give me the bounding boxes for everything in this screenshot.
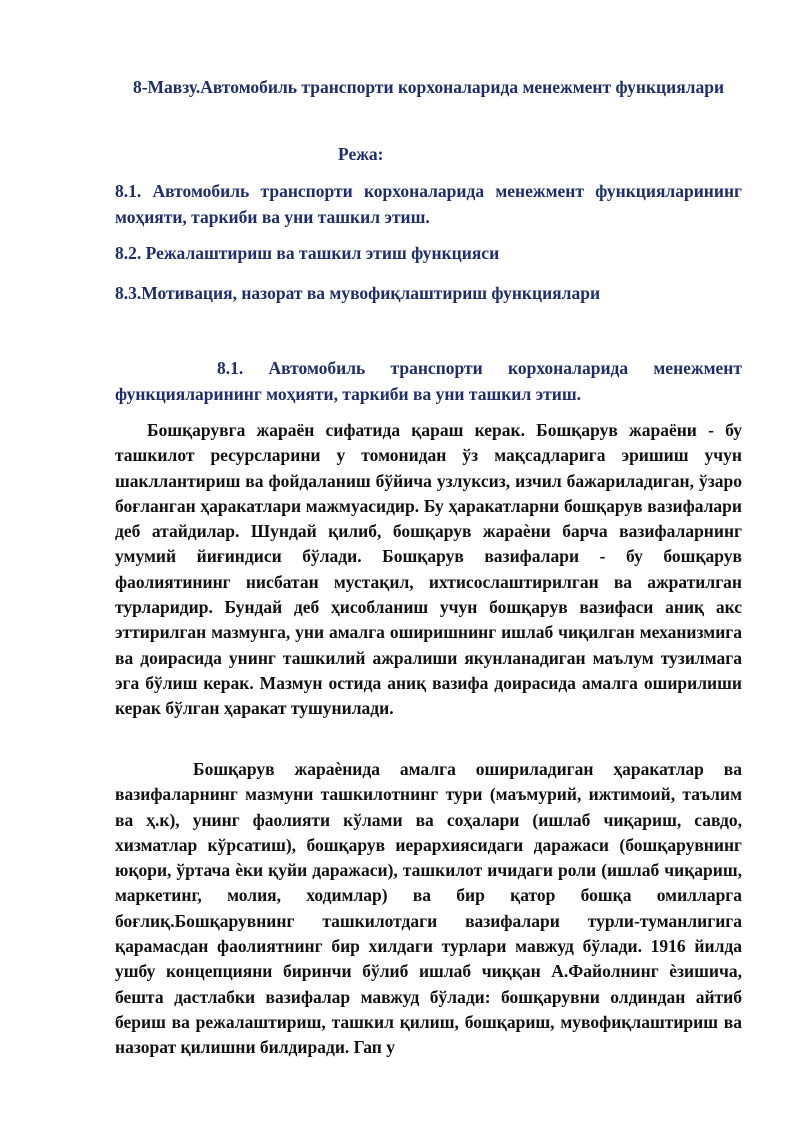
body-paragraph-1: Бошқарувга жараён сифатида қараш керак. Бошқарув жараёни - бу ташкилот ресурсларини у томонидан ўз мақсадларига эришиш учун шакллантириш ва фойдаланиш бўйича узлуксиз, изчил бажариладиган, ўзаро боғланган ҳаракатлари мажмуасидир. Бу ҳаракатларни бошқарув вазифалари деб атайдилар. Шундай қилиб, бошқарув жараѐни барча вазифаларнинг умумий йиғиндиси бўлади. Бошқарув вазифалари - бу бошқарув фаолиятининг нисбатан мустақил, ихтисослаштирилган ва ажратилган турларидир. Бундай деб ҳисобланиш учун бошқарув вазифаси аниқ акс эттирилган мазмунга, уни амалга оширишнинг ишлаб чиқилган механизмига ва доирасида унинг ташкилий ажралиши якунланадиган маълум тузилмага эга бўлиш керак. Мазмун остида аниқ вазифа доирасида амалга оширилиши керак бўлган ҳаракат тушунилади. xyxy=(115,420,742,719)
plan-item-3: 8.3.Мотивация, назорат ва мувофиқлаштириш функциялари xyxy=(115,283,601,303)
document-title: 8-Мавзу.Автомобиль транспорти корхоналарида менежмент функциялари xyxy=(132,77,725,97)
body-paragraph-2: Бошқарув жараѐнида амалга ошириладиган ҳаракатлар ва вазифаларнинг мазмуни ташкилотнинг тури (маъмурий, ижтимоий, таълим ва ҳ.к), унинг фаолияти кўлами ва соҳалари (ишлаб чиқариш, савдо, хизматлар кўрсатиш), бошқарув иерархиясидаги даражаси (бошқарувнинг юқори, ўртача ѐки қуйи даражаси), ташкилот ичидаги роли (ишлаб чиқариш, маркетинг, молия, ходимлар) ва бир қатор бошқа омилларга боғлиқ.Бошқарувнинг ташкилотдаги вазифалари турли-туманлигига қарамасдан фаолиятнинг бир хилдаги турлари мавжуд бўлади. 1916 йилда ушбу концепцияни биринчи бўлиб ишлаб чиққан А.Файолнинг ѐзишича, бешта дастлабки вазифалар мавжуд бўлади: бошқарувни олдиндан айтиб бериш ва режалаштириш, ташкил қилиш, бошқариш, мувофиқлаштириш ва назорат қилишни билдиради. Гап у xyxy=(115,759,742,1058)
section-heading: 8.1. Автомобиль транспорти корхоналарида менежмент функцияларининг моҳияти, таркиби ва уни ташкил этиш. xyxy=(115,358,742,404)
plan-item-2: 8.2. Режалаштириш ва ташкил этиш функцияси xyxy=(115,243,500,263)
plan-heading: Режа: xyxy=(338,144,384,164)
plan-item-1: 8.1. Автомобиль транспорти корхоналарида менежмент функцияларининг моҳияти, таркиби ва уни ташкил этиш. xyxy=(115,181,742,227)
